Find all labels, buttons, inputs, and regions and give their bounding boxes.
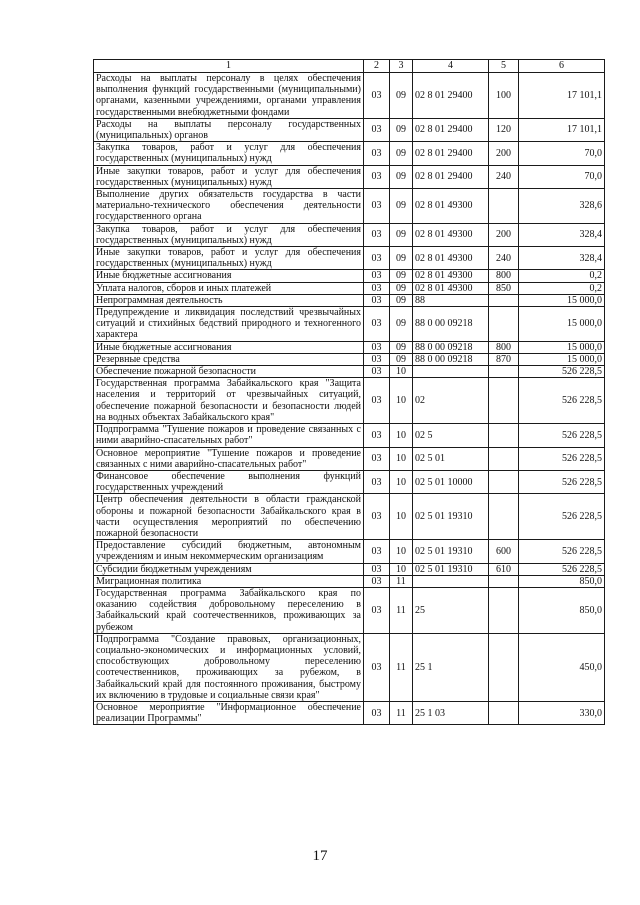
row-sum-cell: 850,0 [519,587,605,633]
row-expense-type-cell: 240 [489,247,519,270]
row-section-cell: 03 [364,424,390,447]
row-target-article-cell: 88 [413,294,489,306]
row-target-article-cell: 02 5 01 10000 [413,470,489,493]
row-name-cell: Подпрограмма "Создание правовых, организационных, социально-экономических и информационных условий, способствующих добровольному переселению соотечественников, проживающих за рубежом, в Забайкальский край для постоянного проживания, быстрому их включению в трудовые и социальные связи края" [94,633,364,701]
row-section-cell: 03 [364,282,390,294]
row-section-cell: 03 [364,353,390,365]
table-row [94,247,605,270]
table-row [94,701,605,724]
header-cell-target-article: 4 [413,60,489,73]
row-sum-cell: 70,0 [519,142,605,165]
row-expense-type-cell [489,494,519,540]
row-sum-cell: 15 000,0 [519,294,605,306]
row-sum-cell: 526 228,5 [519,470,605,493]
row-subsection-cell: 09 [390,165,413,188]
table-row [94,165,605,188]
row-subsection-cell: 11 [390,575,413,587]
header-cell-subsection: 3 [390,60,413,73]
row-sum-cell: 526 228,5 [519,540,605,563]
row-name-cell: Центр обеспечения деятельности в области гражданской обороны и пожарной безопасности Забайкальского края в части осуществления мероприятий по обеспечению пожарной безопасности [94,494,364,540]
table-row [94,540,605,563]
row-expense-type-cell [489,701,519,724]
row-sum-cell: 526 228,5 [519,494,605,540]
table-row [94,341,605,353]
row-target-article-cell: 02 8 01 49300 [413,282,489,294]
row-subsection-cell: 09 [390,223,413,246]
row-target-article-cell: 02 5 [413,424,489,447]
row-sum-cell: 526 228,5 [519,447,605,470]
row-section-cell: 03 [364,247,390,270]
header-cell-expense-type: 5 [489,60,519,73]
row-sum-cell: 526 228,5 [519,563,605,575]
row-expense-type-cell: 120 [489,118,519,141]
row-name-cell: Финансовое обеспечение выполнения функций государственных учреждений [94,470,364,493]
row-subsection-cell: 10 [390,447,413,470]
row-subsection-cell: 09 [390,73,413,119]
row-name-cell: Непрограммная деятельность [94,294,364,306]
row-section-cell: 03 [364,294,390,306]
row-section-cell: 03 [364,270,390,282]
row-target-article-cell: 02 8 01 29400 [413,142,489,165]
row-section-cell: 03 [364,378,390,424]
row-section-cell: 03 [364,118,390,141]
row-subsection-cell: 09 [390,294,413,306]
row-sum-cell: 328,4 [519,247,605,270]
table-row [94,587,605,633]
row-subsection-cell: 11 [390,701,413,724]
row-sum-cell: 17 101,1 [519,118,605,141]
row-section-cell: 03 [364,73,390,119]
row-name-cell: Основное мероприятие "Информационное обеспечение реализации Программы" [94,701,364,724]
row-expense-type-cell: 800 [489,270,519,282]
row-expense-type-cell: 850 [489,282,519,294]
row-expense-type-cell [489,470,519,493]
row-section-cell: 03 [364,563,390,575]
table-row [94,563,605,575]
table-row [94,470,605,493]
table-row [94,447,605,470]
row-sum-cell: 17 101,1 [519,73,605,119]
row-section-cell: 03 [364,470,390,493]
table-row [94,118,605,141]
row-sum-cell: 850,0 [519,575,605,587]
row-section-cell: 03 [364,341,390,353]
row-subsection-cell: 10 [390,540,413,563]
row-subsection-cell: 09 [390,189,413,224]
row-name-cell: Государственная программа Забайкальского края по оказанию содействия добровольному переселению в Забайкальский край соотечественников, проживающих за рубежом [94,587,364,633]
budget-table-body [94,60,605,725]
row-name-cell: Иные закупки товаров, работ и услуг для обеспечения государственных (муниципальных) нужд [94,247,364,270]
row-expense-type-cell [489,189,519,224]
table-row [94,282,605,294]
page-number: 17 [312,848,328,864]
row-section-cell: 03 [364,189,390,224]
row-section-cell: 03 [364,366,390,378]
row-sum-cell: 328,4 [519,223,605,246]
row-subsection-cell: 10 [390,563,413,575]
row-expense-type-cell [489,378,519,424]
row-name-cell: Расходы на выплаты персоналу государственных (муниципальных) органов [94,118,364,141]
row-expense-type-cell [489,294,519,306]
row-name-cell: Предупреждение и ликвидация последствий чрезвычайных ситуаций и стихийных бедствий природного и техногенного характера [94,307,364,342]
row-subsection-cell: 09 [390,353,413,365]
row-name-cell: Субсидии бюджетным учреждениям [94,563,364,575]
row-target-article-cell: 02 8 01 29400 [413,73,489,119]
row-target-article-cell: 02 8 01 29400 [413,118,489,141]
row-expense-type-cell [489,575,519,587]
row-section-cell: 03 [364,540,390,563]
row-target-article-cell: 02 [413,378,489,424]
row-target-article-cell: 02 5 01 [413,447,489,470]
row-target-article-cell: 25 [413,587,489,633]
row-expense-type-cell: 100 [489,73,519,119]
row-target-article-cell: 25 1 03 [413,701,489,724]
row-name-cell: Расходы на выплаты персоналу в целях обеспечения выполнения функций государственными (муниципальными) органами, казенными учреждениями, органами управления государственными внебюджетными фондами [94,73,364,119]
table-row [94,494,605,540]
row-expense-type-cell: 610 [489,563,519,575]
table-row [94,366,605,378]
row-section-cell: 03 [364,701,390,724]
row-subsection-cell: 09 [390,270,413,282]
table-row [94,307,605,342]
row-sum-cell: 15 000,0 [519,341,605,353]
row-section-cell: 03 [364,575,390,587]
table-row [94,73,605,119]
row-target-article-cell: 88 0 00 09218 [413,307,489,342]
row-expense-type-cell [489,633,519,701]
row-sum-cell: 328,6 [519,189,605,224]
row-sum-cell: 526 228,5 [519,378,605,424]
row-subsection-cell: 09 [390,142,413,165]
row-expense-type-cell: 600 [489,540,519,563]
row-name-cell: Закупка товаров, работ и услуг для обеспечения государственных (муниципальных) нужд [94,142,364,165]
row-expense-type-cell: 240 [489,165,519,188]
row-section-cell: 03 [364,165,390,188]
row-name-cell: Основное мероприятие "Тушение пожаров и проведение связанных с ними аварийно-спасательных работ" [94,447,364,470]
row-subsection-cell: 10 [390,494,413,540]
table-row [94,353,605,365]
row-subsection-cell: 09 [390,247,413,270]
row-sum-cell: 0,2 [519,282,605,294]
row-name-cell: Государственная программа Забайкальского края "Защита населения и территорий от чрезвычайных ситуаций, обеспечение пожарной безопасности и безопасности людей на водных объектах Забайкальского края" [94,378,364,424]
table-header-row [94,60,605,73]
row-expense-type-cell [489,307,519,342]
header-cell-name: 1 [94,60,364,73]
row-expense-type-cell [489,366,519,378]
table-row [94,378,605,424]
row-name-cell: Резервные средства [94,353,364,365]
row-target-article-cell: 88 0 00 09218 [413,353,489,365]
row-expense-type-cell: 870 [489,353,519,365]
row-sum-cell: 15 000,0 [519,353,605,365]
row-expense-type-cell: 200 [489,142,519,165]
row-sum-cell: 526 228,5 [519,366,605,378]
row-subsection-cell: 10 [390,366,413,378]
row-name-cell: Закупка товаров, работ и услуг для обеспечения государственных (муниципальных) нужд [94,223,364,246]
row-sum-cell: 330,0 [519,701,605,724]
row-section-cell: 03 [364,447,390,470]
row-target-article-cell: 02 8 01 49300 [413,270,489,282]
row-name-cell: Иные бюджетные ассигнования [94,341,364,353]
table-row [94,294,605,306]
row-target-article-cell: 02 5 01 19310 [413,494,489,540]
row-expense-type-cell [489,587,519,633]
row-section-cell: 03 [364,307,390,342]
row-name-cell: Иные закупки товаров, работ и услуг для обеспечения государственных (муниципальных) нужд [94,165,364,188]
row-name-cell: Уплата налогов, сборов и иных платежей [94,282,364,294]
row-name-cell: Обеспечение пожарной безопасности [94,366,364,378]
row-target-article-cell: 02 8 01 49300 [413,223,489,246]
row-target-article-cell: 02 8 01 29400 [413,165,489,188]
row-target-article-cell: 02 8 01 49300 [413,247,489,270]
row-target-article-cell: 02 5 01 19310 [413,540,489,563]
budget-table [93,59,605,725]
row-subsection-cell: 09 [390,118,413,141]
table-row [94,142,605,165]
row-subsection-cell: 09 [390,341,413,353]
row-subsection-cell: 10 [390,378,413,424]
row-target-article-cell: 02 8 01 49300 [413,189,489,224]
row-target-article-cell [413,366,489,378]
row-subsection-cell: 09 [390,307,413,342]
row-name-cell: Подпрограмма "Тушение пожаров и проведение связанных с ними аварийно-спасательных работ" [94,424,364,447]
row-subsection-cell: 11 [390,633,413,701]
row-section-cell: 03 [364,633,390,701]
row-sum-cell: 526 228,5 [519,424,605,447]
table-row [94,189,605,224]
row-expense-type-cell [489,424,519,447]
row-expense-type-cell [489,447,519,470]
table-row [94,270,605,282]
row-target-article-cell: 02 5 01 19310 [413,563,489,575]
row-target-article-cell: 88 0 00 09218 [413,341,489,353]
row-name-cell: Миграционная политика [94,575,364,587]
header-cell-section: 2 [364,60,390,73]
header-cell-sum: 6 [519,60,605,73]
row-subsection-cell: 09 [390,282,413,294]
row-target-article-cell: 25 1 [413,633,489,701]
row-subsection-cell: 10 [390,424,413,447]
table-row [94,424,605,447]
row-section-cell: 03 [364,587,390,633]
row-sum-cell: 15 000,0 [519,307,605,342]
row-name-cell: Иные бюджетные ассигнования [94,270,364,282]
row-sum-cell: 0,2 [519,270,605,282]
row-subsection-cell: 11 [390,587,413,633]
table-row [94,575,605,587]
row-sum-cell: 70,0 [519,165,605,188]
row-expense-type-cell: 200 [489,223,519,246]
row-section-cell: 03 [364,494,390,540]
row-expense-type-cell: 800 [489,341,519,353]
row-name-cell: Выполнение других обязательств государства в части материально-технического обеспечения деятельности государственного органа [94,189,364,224]
row-target-article-cell [413,575,489,587]
row-section-cell: 03 [364,223,390,246]
table-row [94,223,605,246]
table-row [94,633,605,701]
row-subsection-cell: 10 [390,470,413,493]
row-section-cell: 03 [364,142,390,165]
row-name-cell: Предоставление субсидий бюджетным, автономным учреждениям и иным некоммерческим организациям [94,540,364,563]
row-sum-cell: 450,0 [519,633,605,701]
